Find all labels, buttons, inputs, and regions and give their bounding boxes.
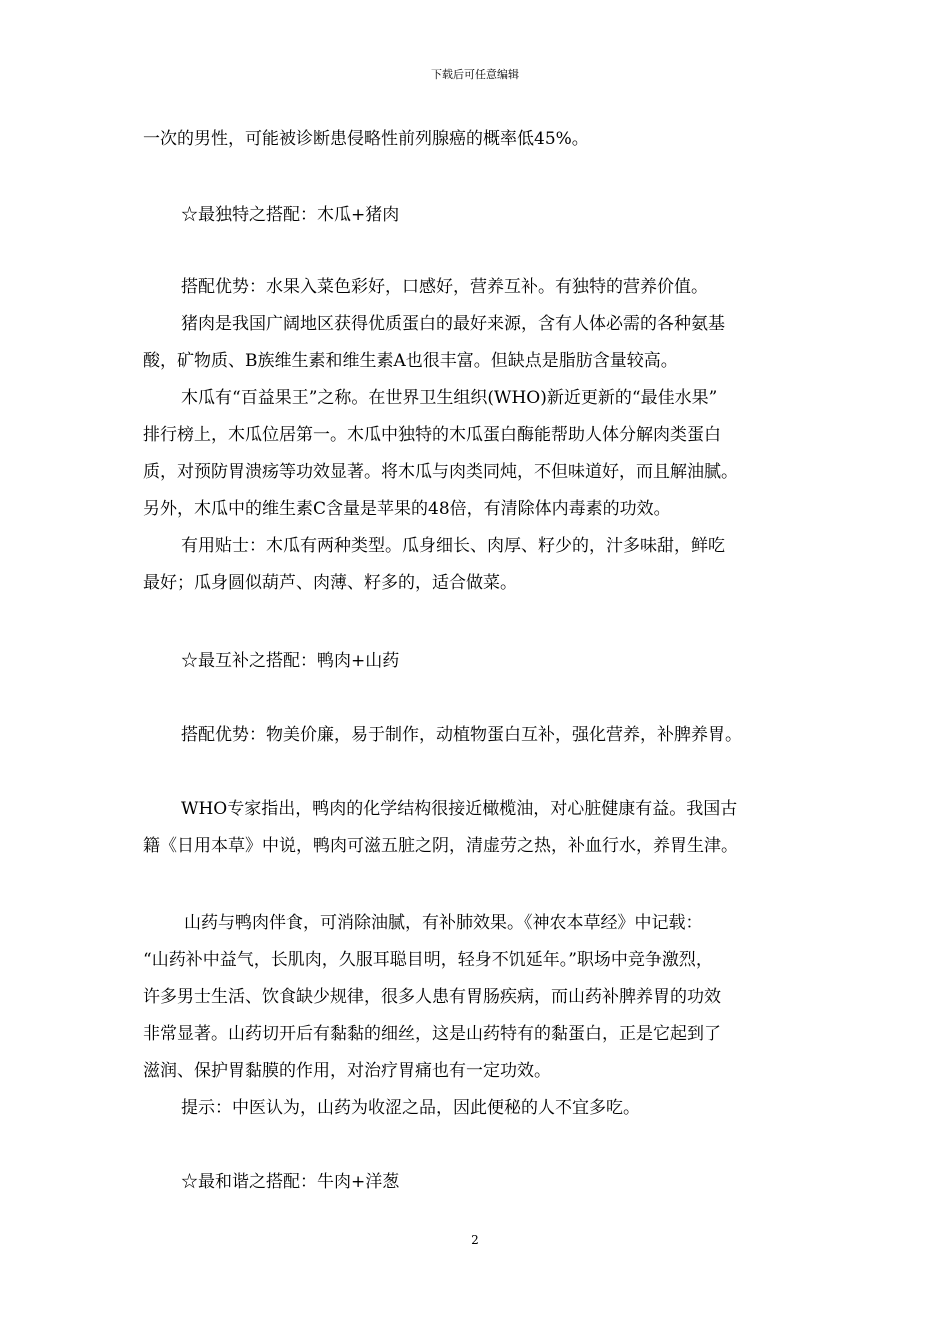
section-heading: ☆最和谐之搭配：牛肉+洋葱	[181, 1172, 400, 1192]
text-line: 排行榜上，木瓜位居第一。木瓜中独特的木瓜蛋白酶能帮助人体分解肉类蛋白	[143, 425, 721, 445]
text-line: 木瓜有“百益果王”之称。在世界卫生组织(WHO)新近更新的“最佳水果”	[181, 388, 718, 408]
text-line: 许多男士生活、饮食缺少规律，很多人患有胃肠疾病，而山药补脾养胃的功效	[143, 987, 721, 1007]
text-line: 质，对预防胃溃疡等功效显著。将木瓜与肉类同炖，不但味道好，而且解油腻。	[143, 462, 738, 482]
text-line: WHO专家指出，鸭肉的化学结构很接近橄榄油，对心脏健康有益。我国古	[181, 799, 738, 819]
text-line: 另外，木瓜中的维生素C含量是苹果的48倍，有清除体内毒素的功效。	[143, 499, 671, 519]
text-line: 提示：中医认为，山药为收涩之品，因此便秘的人不宜多吃。	[181, 1098, 640, 1118]
text-line: 酸，矿物质、B族维生素和维生素A也很丰富。但缺点是脂肪含量较高。	[143, 351, 678, 371]
text-line: 一次的男性，可能被诊断患侵略性前列腺癌的概率低45%。	[143, 129, 589, 149]
text-line: 有用贴士：木瓜有两种类型。瓜身细长、肉厚、籽少的，汁多味甜，鲜吃	[181, 536, 725, 556]
text-line: 山药与鸭肉伴食，可消除油腻，有补肺效果。《神农本草经》中记载：	[184, 913, 703, 933]
section-heading: ☆最互补之搭配：鸭肉+山药	[181, 651, 400, 671]
text-line: 搭配优势：水果入菜色彩好，口感好，营养互补。有独特的营养价值。	[181, 277, 708, 297]
text-line: 最好；瓜身圆似葫芦、肉薄、籽多的，适合做菜。	[143, 573, 517, 593]
text-line: 搭配优势：物美价廉，易于制作，动植物蛋白互补，强化营养，补脾养胃。	[181, 725, 742, 745]
text-line: 猪肉是我国广阔地区获得优质蛋白的最好来源，含有人体必需的各种氨基	[181, 314, 725, 334]
text-line: 籍《日用本草》中说，鸭肉可滋五脏之阴，清虚劳之热，补血行水，养胃生津。	[143, 836, 738, 856]
page-number: 2	[471, 1233, 479, 1247]
text-line: 非常显著。山药切开后有黏黏的细丝，这是山药特有的黏蛋白，正是它起到了	[143, 1024, 721, 1044]
text-line: “山药补中益气，长肌肉，久服耳聪目明，轻身不饥延年。”职场中竞争激烈，	[143, 950, 713, 970]
page-header: 下载后可任意编辑	[431, 68, 519, 81]
section-heading: ☆最独特之搭配：木瓜+猪肉	[181, 205, 400, 225]
text-line: 滋润、保护胃黏膜的作用，对治疗胃痛也有一定功效。	[143, 1061, 551, 1081]
